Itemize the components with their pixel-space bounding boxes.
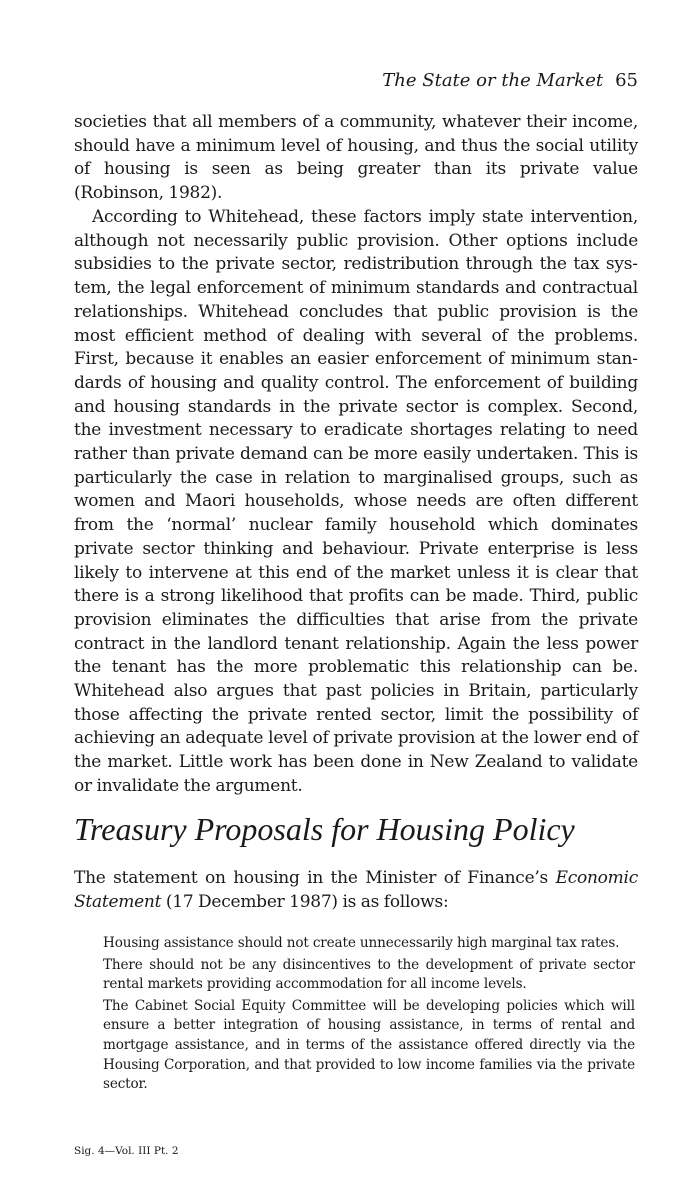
signature-footer: Sig. 4—Vol. III Pt. 2 <box>74 1145 179 1157</box>
quote-item: The Cabinet Social Equity Committee will be developing policies which will ensure a better integration of housing assistance, in terms of rental and mortgage assistance, and in terms of the assistance offered directly via the Housing Corporation, and that provided to low income families via the private sector. <box>103 997 635 1093</box>
block-quote <box>103 934 635 1097</box>
paragraph-text: According to Whitehead, these factors imply state intervention, although not necessarily public provision. Other options include subsidies to the private sector, redistribution through the tax system, the legal enforcement of minimum standards and contractual relationships. Whitehead concludes that public provision is the most efficient method of dealing with several of the problems. First, because it enables an easier enforcement of minimum standards of housing and quality control. The enforcement of building and housing standards in the private sector is complex. Second, the investment necessary to eradicate shortages relating to need rather than private demand can be more easily undertaken. This is particularly the case in relation to marginalised groups, such as women and Maori households, whose needs are often different from the ‘normal’ nuclear family household which dominates private sector thinking and behaviour. Private enterprise is less likely to intervene at this end of the market unless it is clear that there is a strong likelihood that profits can be made. Third, public provision eliminates the difficulties that arise from the private contract in the landlord tenant relationship. Again the less power the tenant has the more problematic this relationship can be. Whitehead also argues that past policies in Britain, particularly those affecting the private rented sector, limit the possibility of achieving an adequate level of private provision at the lower end of the market. Little work has been done in New Zealand to validate or invalidate the argument. <box>74 207 638 796</box>
quote-item: There should not be any disincentives to the development of private sector rental markets providing accommodation for all income levels. <box>103 956 635 993</box>
intro-text-before: The statement on housing in the Minister of Finance’s <box>74 868 556 888</box>
intro-text-after: (17 December 1987) is as follows: <box>161 891 449 912</box>
paragraph-text: societies that all members of a community, whatever their income, should have a minimum level of housing, and thus the social utility of housing is seen as being greater than its private value (Robinson, 1982). <box>74 112 638 204</box>
intro-italic-title: Economic Statement <box>74 868 638 912</box>
page-number: 65 <box>615 70 638 91</box>
body-paragraph-1 <box>74 111 638 206</box>
section-heading: Treasury Proposals for Housing Policy <box>74 811 575 847</box>
running-title: The State or the Market <box>382 70 604 91</box>
intro-paragraph <box>74 867 638 914</box>
body-paragraph-2 <box>74 206 638 799</box>
quote-item: Housing assistance should not create unnecessarily high marginal tax rates. <box>103 935 620 951</box>
running-header <box>74 70 638 92</box>
